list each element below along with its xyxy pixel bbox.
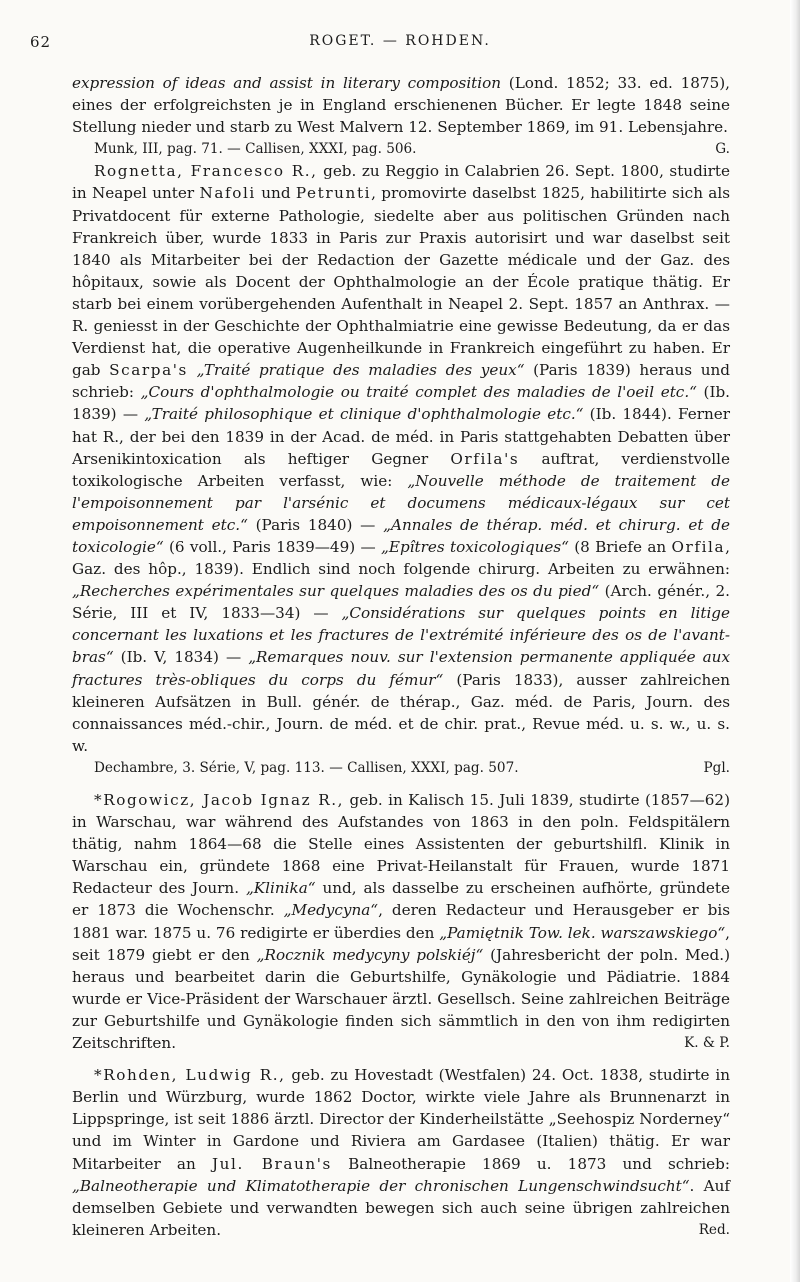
rogowicz-signature: K. & P. bbox=[684, 1035, 730, 1052]
rohden-title-1: „Balneotherapie und Klimatotherapie der chronischen Lungenschwindsucht“ bbox=[72, 1176, 690, 1195]
page-number: 62 bbox=[30, 33, 52, 51]
teacher-nafoli: Nafoli bbox=[199, 184, 256, 203]
name-scarpa: Scarpa's bbox=[109, 361, 188, 380]
rognetta-title-7: „Recherches expérimentales sur quelques maladies des os du pied“ bbox=[72, 582, 600, 601]
entry-rohden-name: *Rohden, Ludwig R., bbox=[94, 1066, 286, 1085]
entry-gap bbox=[72, 1054, 730, 1064]
roget-reference-line bbox=[72, 138, 730, 160]
text-column bbox=[72, 72, 730, 1241]
rognetta-title-3: „Traité philosophique et clinique d'ophthalmologie etc.“ bbox=[144, 405, 584, 424]
page-edge-shadow bbox=[790, 0, 800, 1282]
rogowicz-title-1: „Klinika“ bbox=[245, 879, 316, 898]
entry-rohden: *Rohden, Ludwig R., geb. zu Hovestadt (Westfalen) 24. Oct. 1838, studirte in Berlin und Würzburg, wurde 1862 Doctor, wirkte viele Jahre als Brunnenarzt in Lippspringe, ist seit 1886 ärztl. Director der Kinderheilstätte „Seehospiz Norderney“ und im Winter in Gardone und Riviera am Gardasee (Italien) thätig. Er war Mitarbeiter an Jul. Braun's Balneotherapie 1869 u. 1873 und schrieb: „Balneotherapie und Klimatotherapie der chronischen Lungenschwindsucht“. Auf demselben Gebiete und verwandten bewegen sich auch seine übrigen zahlreichen kleineren Arbeiten. Red. bbox=[72, 1064, 730, 1241]
roget-book-title: expression of ideas and assist in literary composition bbox=[72, 74, 502, 92]
entry-rognetta: Rognetta, Francesco R., geb. zu Reggio in Calabrien 26. Sept. 1800, studirte in Neapel unter Nafoli und Petrunti, promovirte daselbst 1825, habilitirte sich als Privatdocent für externe Pathologie, siedelte aber aus politischen Gründen nach Frankreich über, wurde 1833 in Paris zur Praxis autorisirt und war daselbst seit 1840 als Mitarbeiter bei der Redaction der Gazette médicale und der Gaz. des hôpitaux, sowie als Docent der Ophthalmologie an der École pratique thätig. Er starb bei einem vorübergehenden Aufenthalt in Neapel 2. Sept. 1857 an Anthrax. — R. geniesst in der Geschichte der Ophthalmiatrie eine gewisse Bedeutung, da er das Verdienst hat, die operative Augenheilkunde in Frankreich eingeführt zu haben. Er gab Scarpa's „Traité pratique des maladies des yeux“ (Paris 1839) heraus und schrieb: „Cours d'ophthalmologie ou traité complet des maladies de l'oeil etc.“ (Ib. 1839) — „Traité philosophique et clinique d'ophthalmologie etc.“ (Ib. 1844). Ferner hat R., der bei den 1839 in der Acad. de méd. in Paris stattgehabten Debatten über Arsenikintoxication als heftiger Gegner Orfila's auftrat, verdienstvolle toxikologische Arbeiten verfasst, wie: „Nouvelle méthode de traitement de l'empoisonnement par l'arsénic et documens médicaux-légaux sur cet empoisonnement etc.“ (Paris 1840) — „Annales de thérap. méd. et chirurg. et de toxicologie“ (6 voll., Paris 1839—49) — „Epîtres toxicologiques“ (8 Briefe an Orfila, Gaz. des hôp., 1839). Endlich sind noch folgende chirurg. Arbeiten zu erwähnen: „Recherches expérimentales sur quelques maladies des os du pied“ (Arch. génér., 2. Série, III et IV, 1833—34) — „Considérations sur quelques points en litige concernant les luxations et les fractures de l'extrémité inférieure des os de l'avant-bras“ (Ib. V, 1834) — „Remarques nouv. sur l'extension permanente appliquée aux fractures très-obliques du corps du fémur“ (Paris 1833), ausser zahlreichen kleineren Aufsätzen in Bull. génér. de thérap., Gaz. méd. de Paris, Journ. des connaissances méd.-chir., Journ. de méd. et de chir. prat., Revue méd. u. s. w., u. s. w. bbox=[72, 162, 731, 755]
entry-gap bbox=[72, 779, 730, 789]
rohden-signature: Red. bbox=[698, 1221, 730, 1238]
rognetta-title-4: „Nouvelle méthode de traitement de l'empoisonnement par l'arsénic et documens médicaux-légaux sur cet empoisonnement etc.“ bbox=[72, 471, 730, 534]
teacher-petrunti: Petrunti bbox=[295, 184, 372, 203]
rognetta-reference-line bbox=[72, 757, 730, 779]
rogowicz-title-4: „Rocznik medycyny polskiéj“ bbox=[256, 945, 484, 964]
rognetta-signature: Pgl. bbox=[703, 759, 730, 776]
roget-text: (Lond. 1852; 33. ed. 1875), eines der erfolgreichsten je in England erschienenen Bücher. Er legte 1848 seine Stellung nieder und starb zu West Malvern 12. September 1869, im 91. Lebensjahre. bbox=[72, 74, 730, 137]
rognetta-title-1: „Traité pratique des maladies des yeux“ bbox=[196, 361, 525, 380]
rognetta-title-5: „Annales de thérap. méd. et chirurg. et de toxicologie“ bbox=[72, 515, 730, 556]
running-head: ROGET. — ROHDEN. bbox=[309, 33, 491, 49]
rogowicz-title-2: „Medycyna“ bbox=[283, 901, 379, 920]
entry-rogowicz-name: *Rogowicz, Jacob Ignaz R., bbox=[94, 791, 345, 809]
entry-rognetta-name: Rognetta, Francesco R., bbox=[94, 162, 318, 181]
roget-continuation bbox=[72, 72, 730, 138]
name-orfila: Orfila's bbox=[450, 449, 520, 468]
rognetta-reference: Dechambre, 3. Série, V, pag. 113. — Callisen, XXXI, pag. 507. Pgl. bbox=[72, 757, 730, 779]
name-orfila-2: Orfila bbox=[671, 537, 726, 556]
name-braun: Jul. Braun's bbox=[211, 1154, 332, 1173]
rogowicz-title-3: „Pamiętnik Tow. lek. warszawskiego“ bbox=[439, 923, 726, 942]
rognetta-title-8: „Considérations sur quelques points en litige concernant les luxations et les fractures de l'extrémité inférieure des os de l'avant-bras“ bbox=[72, 604, 731, 667]
entry-rogowicz: *Rogowicz, Jacob Ignaz R., geb. in Kalisch 15. Juli 1839, studirte (1857—62) in Warschau, war während des Aufstandes von 1863 in den poln. Feldspitälern thätig, nahm 1864—68 die Stelle eines Assistenten der geburtshilfl. Klinik in Warschau ein, gründete 1868 eine Privat-Heilanstalt für Frauen, wurde 1871 Redacteur des Journ. „Klinika“ und, als dasselbe zu erscheinen aufhörte, gründete er 1873 die Wochenschr. „Medycyna“, deren Redacteur und Herausgeber er bis 1881 war. 1875 u. 76 redigirte er überdies den „Pamiętnik Tow. lek. warszawskiego“, seit 1879 giebt er den „Rocznik medycyny polskiéj“ (Jahresbericht der poln. Med.) heraus und bearbeitet darin die Geburtshilfe, Gynäkologie und Pädiatrie. 1884 wurde er Vice-Präsident der Warschauer ärztl. Gesellsch. Seine zahlreichen Beiträge zur Geburtshilfe und Gynäkologie finden sich sämmtlich in den von ihm redigirten Zeitschriften. K. & P. bbox=[72, 789, 730, 1054]
rognetta-title-6: „Epîtres toxicologiques“ bbox=[380, 537, 569, 556]
rognetta-title-9: „Remarques nouv. sur l'extension permanente appliquée aux fractures très-obliques du corps du fémur“ bbox=[72, 648, 731, 689]
roget-signature: G. bbox=[715, 141, 730, 158]
roget-reference: Munk, III, pag. 71. — Callisen, XXXI, pag. 506. G. bbox=[72, 138, 730, 160]
rognetta-title-2: „Cours d'ophthalmologie ou traité complet des maladies de l'oeil etc.“ bbox=[140, 383, 697, 402]
